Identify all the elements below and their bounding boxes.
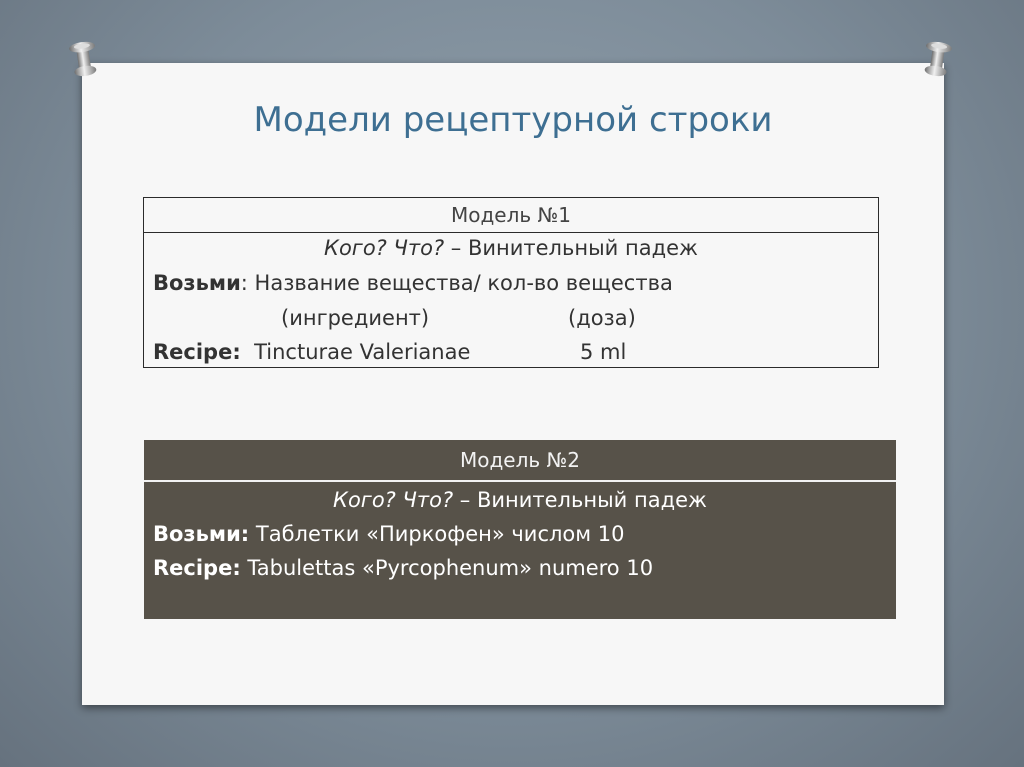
slide-title: Модели рецептурной строки bbox=[253, 100, 773, 140]
model-2-case: – Винительный падеж bbox=[453, 488, 707, 512]
model-2-question-line bbox=[144, 488, 896, 512]
model-2-take-label: Возьми: bbox=[153, 522, 250, 546]
model-1-recipe-label: Recipe: bbox=[153, 340, 241, 364]
model-2-recipe-label: Recipe: bbox=[153, 556, 241, 580]
model-1-take-label: Возьми bbox=[153, 271, 241, 295]
model-1-recipe-line bbox=[153, 340, 470, 364]
model-2-recipe-value: Tabulettas «Pyrcophenum» numero 10 bbox=[240, 556, 654, 580]
model-1-recipe-value: Tincturae Valerianae bbox=[254, 340, 471, 364]
model-1-take-text: : Название вещества/ кол-во вещества bbox=[240, 271, 673, 295]
model-2-recipe-line bbox=[153, 556, 653, 580]
model-1-ingredient: (ингредиент) bbox=[281, 306, 430, 330]
model-2-take-text: Таблетки «Пиркофен» числом 10 bbox=[249, 522, 625, 546]
model-2-header: Модель №2 bbox=[144, 440, 896, 482]
model-1-dose: (доза) bbox=[568, 306, 636, 330]
model-1-question-line bbox=[144, 236, 878, 260]
model-2-take-line bbox=[153, 522, 625, 546]
model-2-question: Кого? Что? bbox=[333, 488, 454, 512]
model-1-recipe-amount: 5 ml bbox=[580, 340, 627, 364]
model-2-table bbox=[144, 440, 896, 619]
model-1-question: Кого? Что? bbox=[324, 236, 445, 260]
model-1-header: Модель №1 bbox=[144, 198, 878, 233]
push-pin-icon bbox=[917, 38, 957, 84]
push-pin-icon bbox=[64, 38, 104, 84]
model-1-case: – Винительный падеж bbox=[444, 236, 698, 260]
model-1-table bbox=[143, 197, 879, 368]
model-1-take-line bbox=[153, 271, 673, 295]
